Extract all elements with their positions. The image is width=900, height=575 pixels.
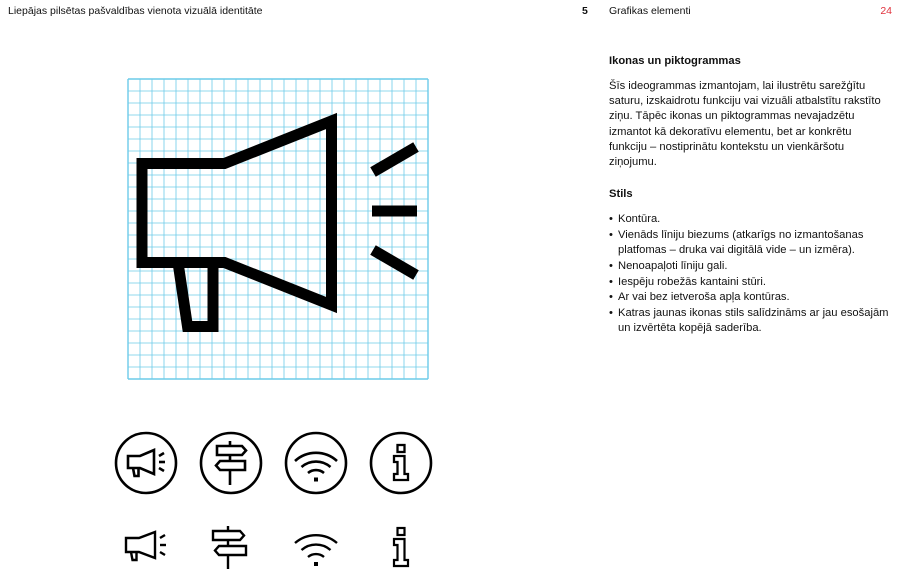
megaphone-circle-icon xyxy=(114,431,178,495)
megaphone-plain-icon xyxy=(123,524,169,570)
signpost-circle-icon xyxy=(199,431,263,495)
megaphone-icon xyxy=(142,121,417,327)
grid-lines xyxy=(128,79,428,379)
info-circle-icon xyxy=(369,431,433,495)
document-title: Liepājas pilsētas pašvaldības vienota vizuālā identitāte xyxy=(8,5,263,17)
bullet-item: • Kontūra. xyxy=(609,212,891,227)
style-bullet-list xyxy=(609,212,891,336)
bullet-item: • Vienāds līniju biezums (atkarīgs no izmantošanas platfomas – druka vai digitālā vide – un izmēra). xyxy=(609,228,891,258)
wifi-circle-icon xyxy=(284,431,348,495)
bullet-item: • Ar vai bez ietveroša apļa kontūras. xyxy=(609,290,891,305)
section-title: Grafikas elementi xyxy=(609,5,691,17)
bullet-item: • Iespēju robežās kantaini stūri. xyxy=(609,275,891,290)
megaphone-handle xyxy=(178,263,213,327)
page-number-right: 24 xyxy=(880,5,892,17)
bullet-item: • Katras jaunas ikonas stils salīdzināms ar jau esošajām un izvērtēta kopējā saderība. xyxy=(609,306,891,336)
signpost-plain-icon xyxy=(208,524,254,570)
megaphone-body xyxy=(142,121,332,305)
intro-paragraph: Šīs ideogrammas izmantojam, lai ilustrētu sarežģītu saturu, izskaidrotu funkciju vai vizuāli atbalstītu rakstīto ziņu. Tāpēc ikonas un piktogrammas nevajadzētu izmantot kā dekoratīvu elementu, bet ar konkrētu funkciju – nostiprinātu kontekstu un vienkāršotu ziņojumu. xyxy=(609,80,881,169)
icon-construction-grid xyxy=(127,78,429,380)
text-column xyxy=(609,54,891,337)
page-number-left: 5 xyxy=(582,5,588,17)
info-plain-icon xyxy=(378,524,424,570)
bullet-item: • Nenoapaļoti līniju gali. xyxy=(609,259,891,274)
heading-icons: Ikonas un piktogrammas xyxy=(609,55,741,67)
heading-style: Stils xyxy=(609,188,633,201)
wifi-plain-icon xyxy=(293,524,339,570)
